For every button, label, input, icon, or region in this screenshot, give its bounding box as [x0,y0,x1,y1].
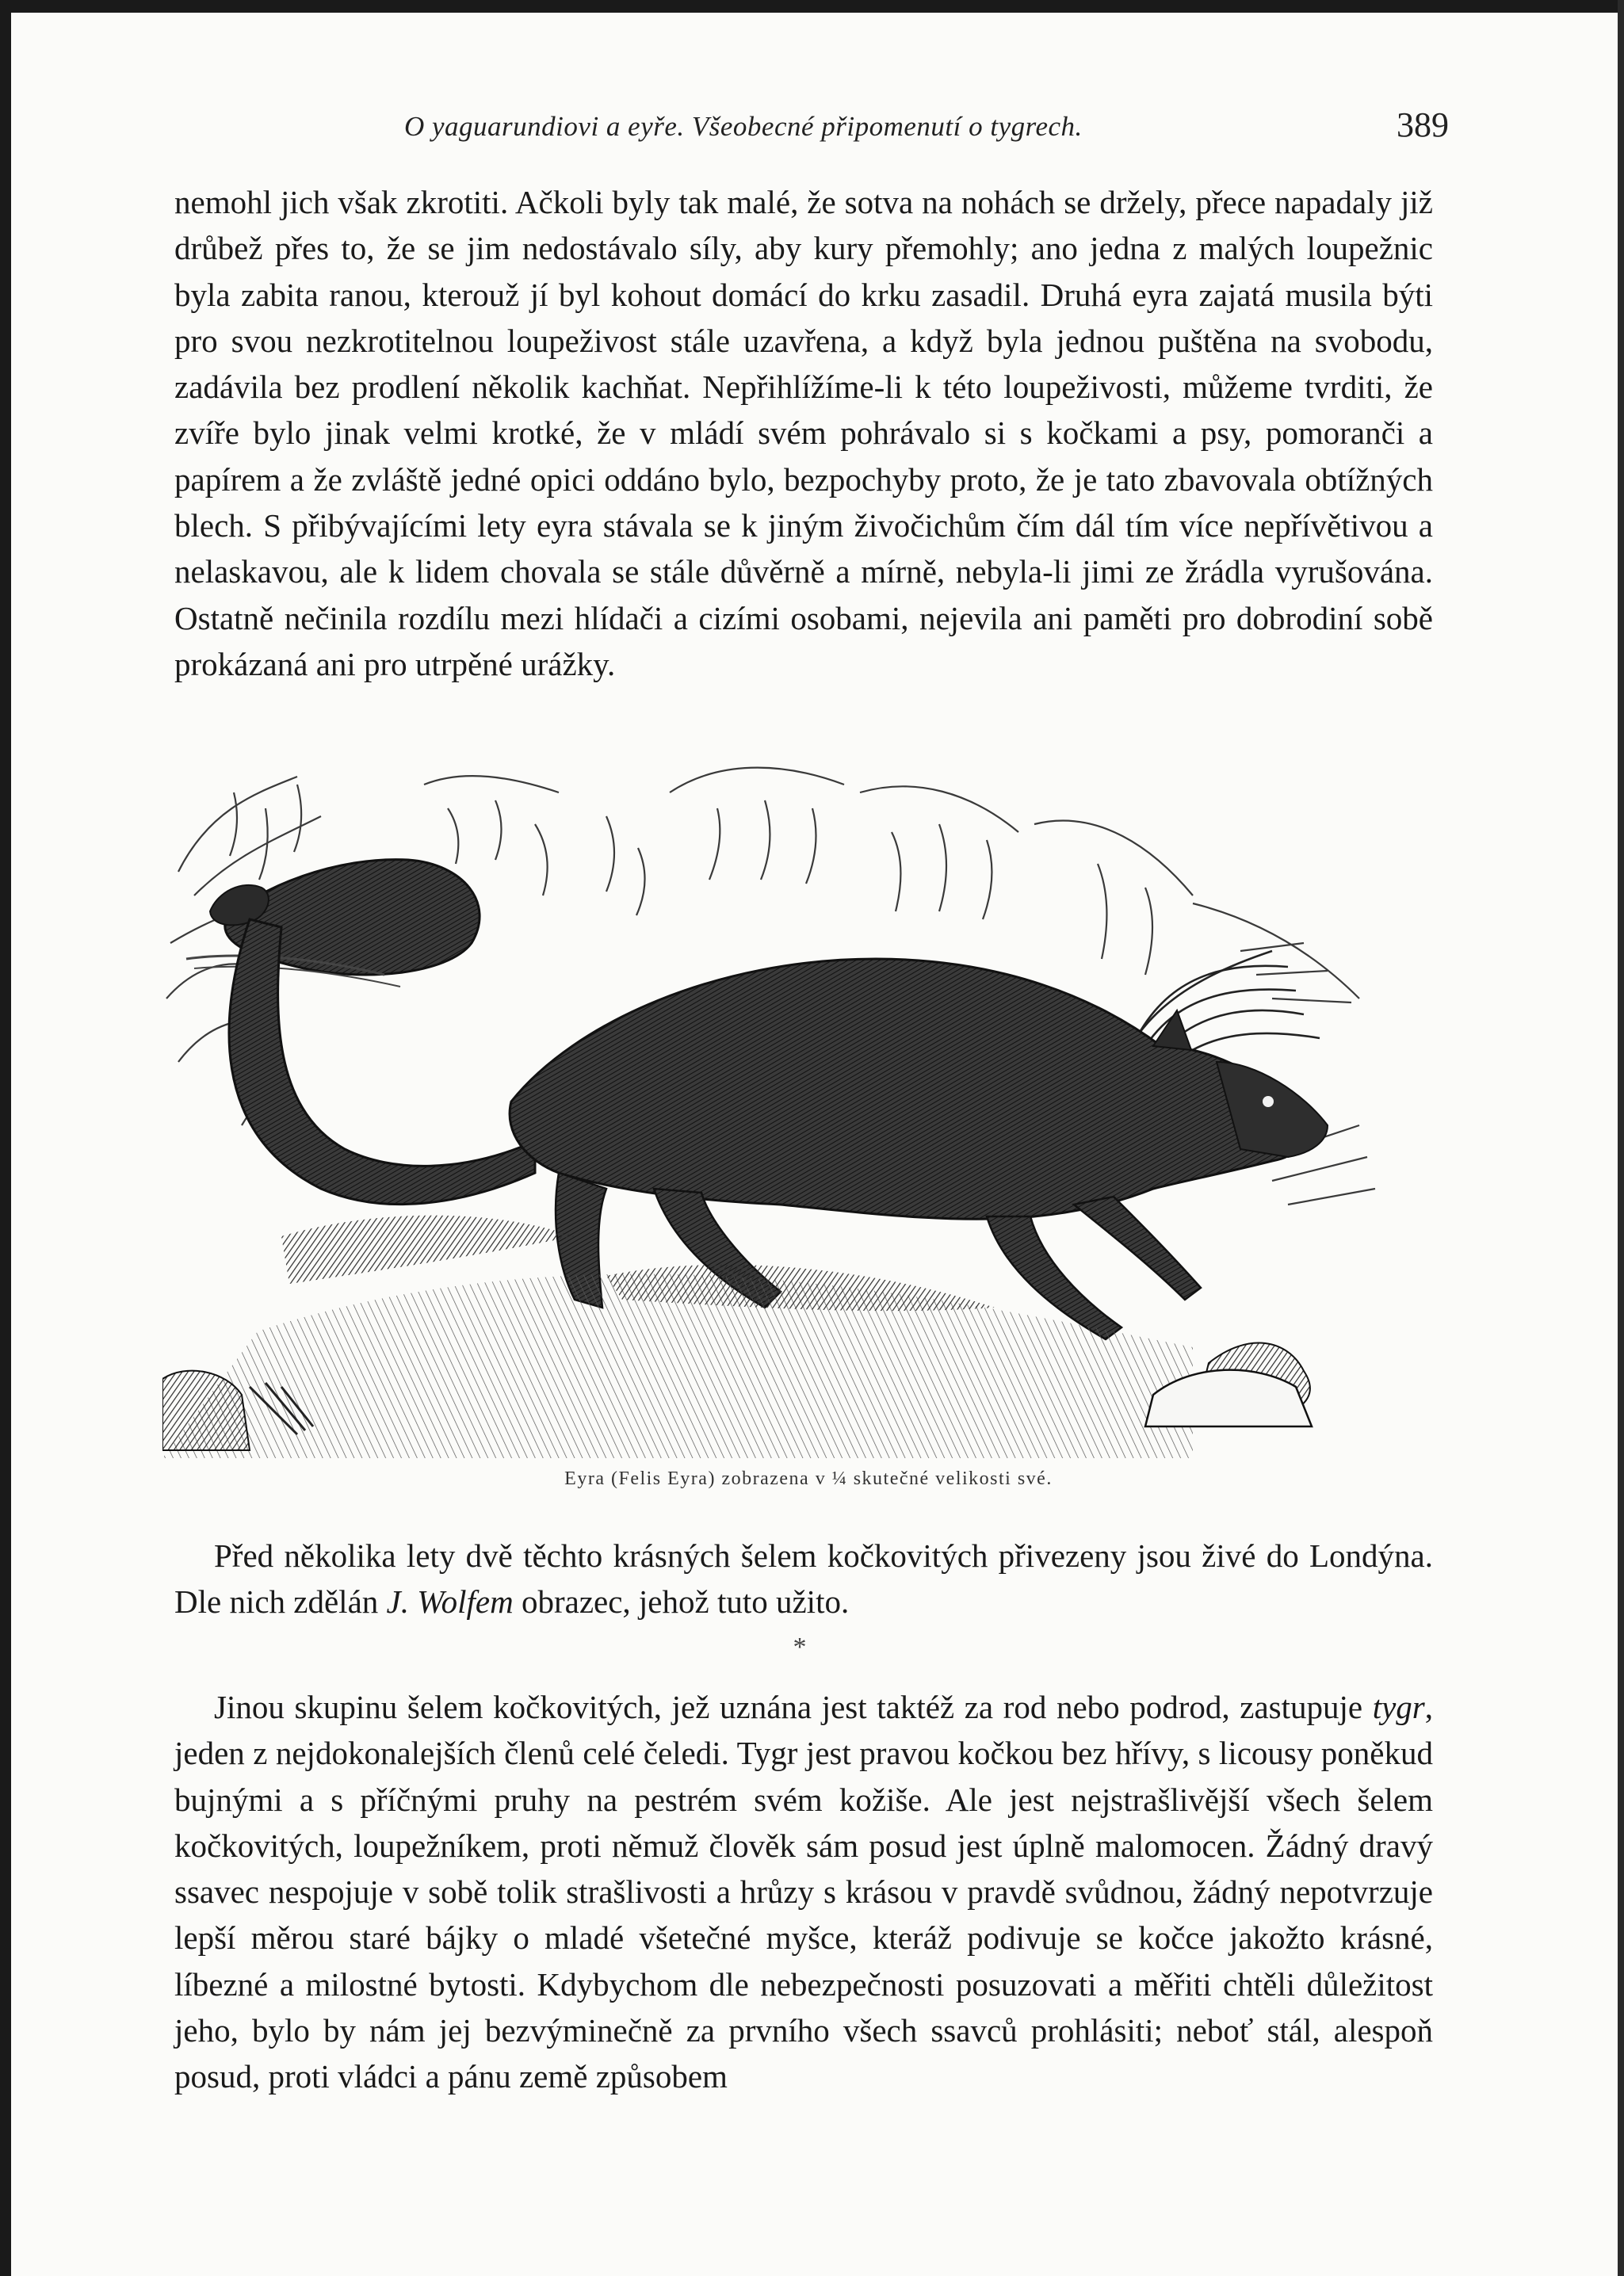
paragraph-text-end: , jeden z nejdokonalejších členů celé čeledi. Tygr jest pravou kočkou bez hřívy, s licousy poněkud bujnými a s příčnými pruhy na pestrém svém kožiše. Ale jest nejstrašlivější všech šelem kočkovitých, loupežníkem, proti němuž člověk sám posud jest úplně malomocen. Žádný dravý ssavec nespojuje v sobě tolik strašlivosti a hrůzy s krásou v pravdě svůdnou, žádný nepotvrzuje lepší měrou staré bájky o mladé všetečné myšce, kteráž podivuje se kočce jakožto krásné, líbezné a milostné bytosti. Kdybychom dle nebezpečnosti posuzovati a měřiti chtěli důležitost jeho, bylo by nám jej bezvýminečně za prvního všech ssavců prohlásiti; neboť stál, alespoň posud, proti vládci a pánu země způsobem [174,1689,1434,2095]
engraving-picture [162,761,1446,1458]
paragraph-text-end: obrazec, jehož tuto užito. [521,1583,850,1621]
paragraph-text [174,1684,1433,2100]
paragraph-text: nemohl jich však zkrotiti. Ačkoli byly tak malé, že sotva na nohách se držely, přece napadaly již drůbež přes to, že se jim nedostávalo síly, aby kury přemohly; ano jedna z malých loupežnic byla zabita ranou, kterouž jí byl kohout domácí do krku zasadil. Druhá eyra zajatá musila býti pro svou nezkrotitelnou loupeživost stále uzavřena, a když byla jednou puštěna na svobodu, zadávila bez prodlení několik kachňat. Nepřihlížíme-li k této loupeživosti, můžeme tvrditi, že zvíře bylo jinak velmi krotké, že v mládí svém pohrávalo si s kočkami a psy, pomoranči a papírem a že zvláště jedné opici oddáno bylo, bezpochyby proto, že je tato zbavovala obtížných blech. S přibývajícími lety eyra stávala se k jiným živočichům čím dál tím více nepřívětivou a nelaskavou, ale k lidem chovala se stále důvěrně a mírně, nebyla-li jimi ze žrádla vyrušována. Ostatně nečinila rozdílu mezi hlídači a cizími osobami, nejevila ani paměti pro dobrodiní sobě prokázaná ani pro utrpěné urážky. [174,184,1433,682]
species-name: tygr [1372,1689,1425,1725]
paragraph-text-start: Před několika lety dvě těchto krásných šelem kočkovitých přivezeny jsou živé do Londýna. Dle nich zdělán [174,1537,1433,1621]
page-number: 389 [1397,105,1449,144]
eyra-engraving [162,761,1446,1458]
paragraph-tiger [174,1684,1433,2100]
paragraph-text [174,1533,1433,1625]
paragraph-continuation [174,179,1433,687]
section-separator: * [793,1633,807,1662]
illustrator-name: J. Wolfem [386,1583,514,1621]
running-title: O yaguarundiovi a eyře. Všeobecné připomenutí o tygrech. [404,111,1083,142]
paragraph-london [174,1533,1433,1625]
small-eyra-curled [186,860,480,987]
scan-edge-top [0,0,1624,13]
scan-edge-right [1618,0,1624,2276]
paragraph-text-start: Jinou skupinu šelem kočkovitých, jež uznána jest taktéž za rod nebo podrod, zastupuje [214,1689,1363,1725]
figure-caption: Eyra (Felis Eyra) zobrazena v ¼ skutečné velikosti své. [564,1468,1053,1489]
scan-edge-left [0,0,11,2276]
